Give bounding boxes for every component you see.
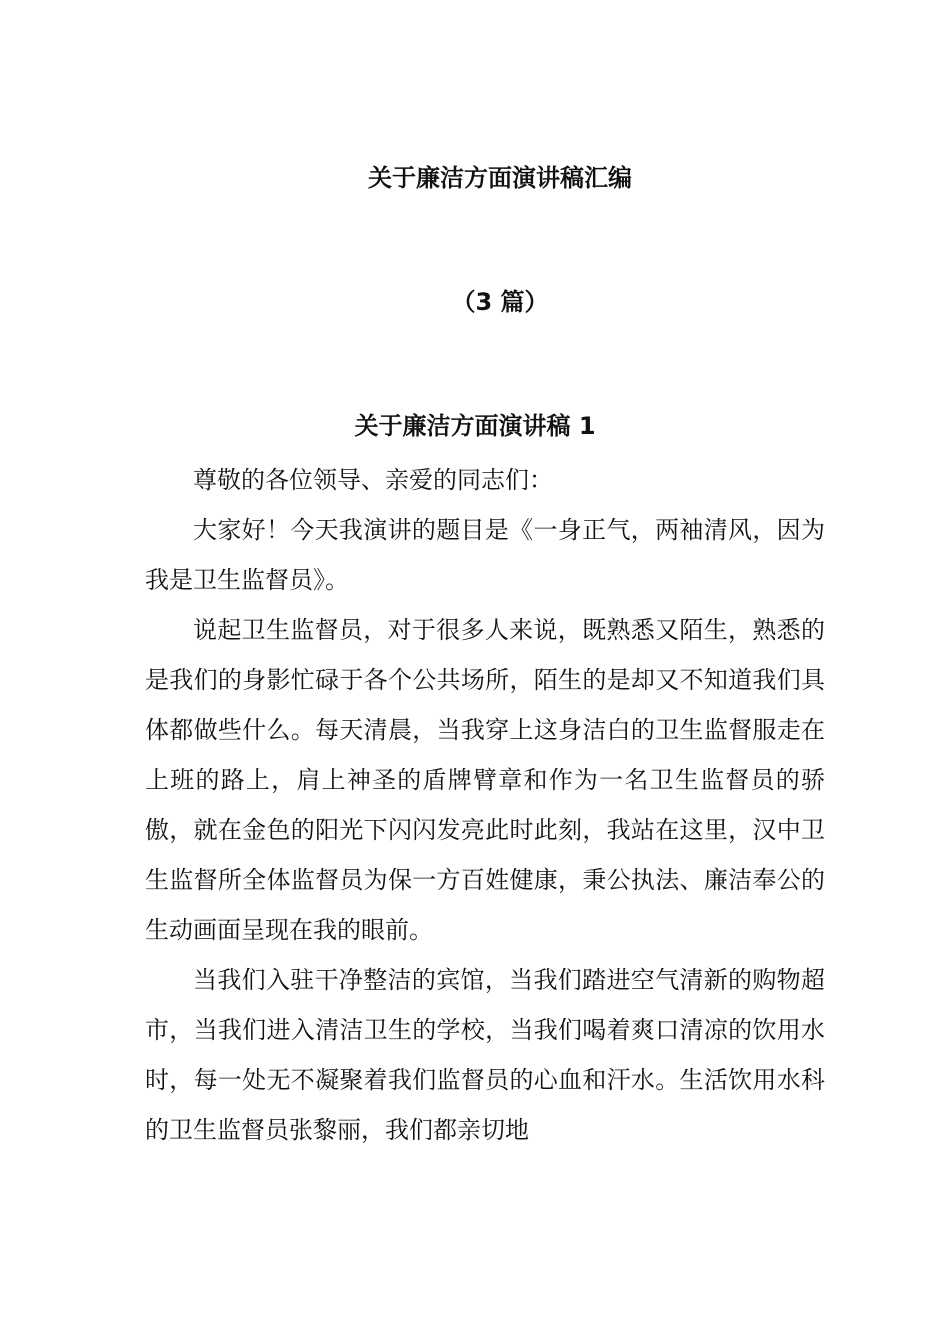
paragraph-body: 当我们入驻干净整洁的宾馆，当我们踏进空气清新的购物超市，当我们进入清洁卫生的学校，当我们喝着爽口清凉的饮用水时，每一处无不凝聚着我们监督员的心血和汗水。生活饮用水科的卫生监督员张黎丽，我们都亲切地	[145, 966, 825, 1144]
paragraph-greeting: 大家好！今天我演讲的题目是《一身正气，两袖清风，因为我是卫生监督员》。	[145, 516, 825, 594]
document-title: 关于廉洁方面演讲稿汇编	[368, 164, 632, 192]
paragraph-salutation: 尊敬的各位领导、亲爱的同志们：	[193, 466, 553, 494]
section-title: 关于廉洁方面演讲稿 1	[354, 412, 596, 440]
document-subtitle: （3 篇）	[451, 288, 549, 316]
document-body	[145, 455, 825, 1155]
paragraph-intro: 说起卫生监督员，对于很多人来说，既熟悉又陌生，熟悉的是我们的身影忙碌于各个公共场所，陌生的是却又不知道我们具体都做些什么。每天清晨，当我穿上这身洁白的卫生监督服走在上班的路上，肩上神圣的盾牌臂章和作为一名卫生监督员的骄傲，就在金色的阳光下闪闪发亮此时此刻，我站在这里，汉中卫生监督所全体监督员为保一方百姓健康，秉公执法、廉洁奉公的生动画面呈现在我的眼前。	[145, 616, 825, 944]
